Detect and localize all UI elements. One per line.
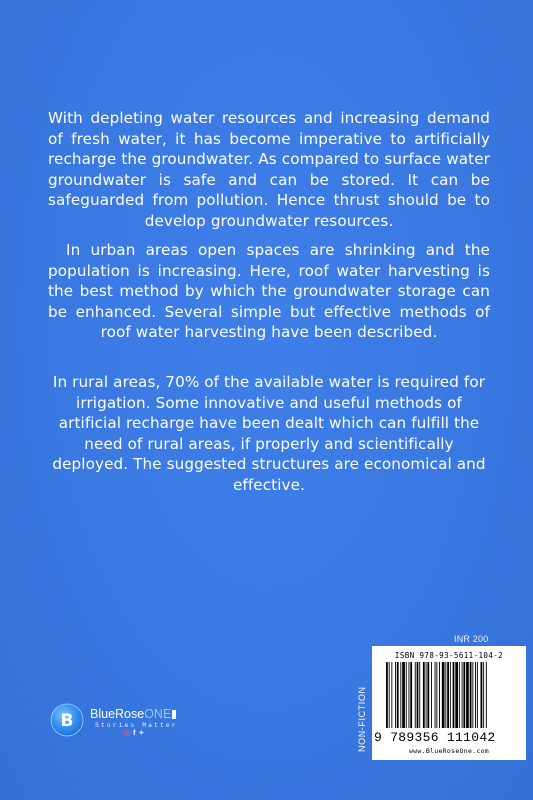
barcode-bar — [453, 662, 455, 728]
barcode-bar — [391, 662, 392, 728]
barcode-bar — [483, 662, 484, 728]
barcode-bar — [455, 662, 458, 728]
instagram-icon: ◎ — [124, 730, 131, 737]
isbn-text: ISBN 978-93-5611-104-2 — [394, 651, 504, 660]
barcode-bar — [415, 662, 416, 728]
barcode-bar — [472, 662, 473, 728]
blurb-paragraph-2: In urban areas open spaces are shrinking and the population is increasing. Here, roof water harvesting is the best method by which the groundwater storage can be enhanced. Several simple but effective methods of roof water harvesting have been described. — [48, 241, 490, 342]
barcode-bar — [439, 662, 440, 728]
barcode-bar — [466, 662, 469, 728]
barcode-bar — [431, 662, 432, 728]
barcode-bar — [486, 662, 487, 728]
barcode-bar — [481, 662, 483, 728]
publisher-name-part1: BlueRose — [90, 707, 145, 721]
facebook-icon: f — [133, 730, 136, 737]
barcode-bar — [436, 662, 437, 728]
barcode-bar — [470, 662, 472, 728]
barcode-bar — [409, 662, 410, 728]
barcode-bar — [395, 662, 396, 728]
barcode-bar — [442, 662, 445, 728]
blurb-paragraph-1: With depleting water resources and increasing demand of fresh water, it has become imperative to artificially recharge the groundwater. As compared to surface water groundwater is safe and can be stored. It can be safeguarded from pollution. Hence thrust should be to develop groundwater resources. — [48, 109, 490, 230]
twitter-icon: ✦ — [138, 730, 145, 737]
publisher-tagline: Stories Matter — [95, 722, 178, 729]
barcode-bar — [459, 662, 460, 728]
barcode-bar — [419, 662, 420, 728]
barcode-bar — [402, 662, 405, 728]
barcode-bar — [400, 662, 401, 728]
barcode-bar — [389, 662, 390, 728]
publisher-logo-icon — [50, 703, 84, 737]
barcode-bar — [386, 662, 388, 728]
barcode-bar — [406, 662, 407, 728]
price-label: INR 200 — [454, 634, 489, 644]
website-url: www.BlueRoseOne.com — [408, 747, 490, 755]
barcode-image — [386, 662, 520, 728]
brand-mark — [172, 710, 176, 719]
barcode-panel — [372, 646, 526, 760]
barcode-bar — [435, 662, 436, 728]
barcode-bar — [475, 662, 476, 728]
barcode-bar — [410, 662, 412, 728]
social-icons — [124, 730, 144, 738]
publisher-name — [90, 707, 176, 721]
publisher-name-part2: ONE — [144, 707, 172, 721]
barcode-bar — [397, 662, 399, 728]
barcode-bar — [462, 662, 463, 728]
barcode-bar — [417, 662, 419, 728]
barcode-bar — [423, 662, 425, 728]
barcode-bar — [477, 662, 478, 728]
isbn-digits: 9 789356 111042 — [374, 730, 496, 745]
barcode-bar — [463, 662, 465, 728]
barcode-bar — [445, 662, 446, 728]
barcode-bar — [447, 662, 449, 728]
barcode-bar — [426, 662, 427, 728]
barcode-bar — [427, 662, 429, 728]
barcode-bar — [450, 662, 451, 728]
blurb-paragraph-3: In rural areas, 70% of the available water is required for irrigation. Some innovative and useful methods of artificial recharge have been dealt which can fulfill the need of rural areas, if properly and scientifically deployed. The suggested structures are economical and effective. — [52, 373, 486, 494]
logo-letter: B — [60, 711, 74, 731]
category-label: NON-FICTION — [357, 686, 367, 752]
